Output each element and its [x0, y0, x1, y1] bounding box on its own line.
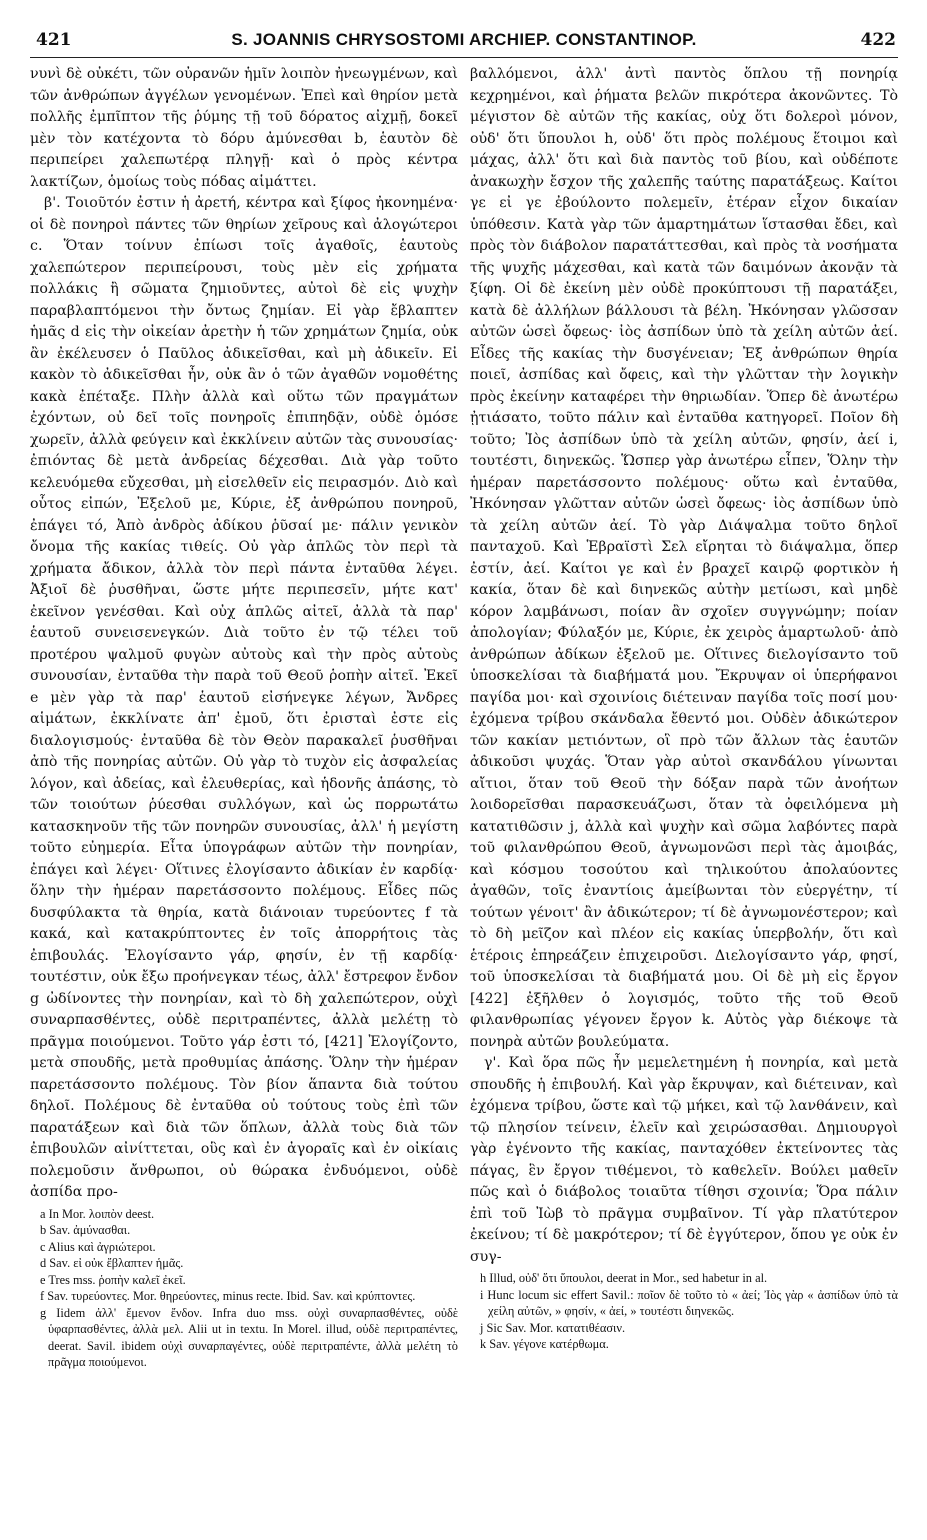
footnote-j: j Sic Sav. Mor. κατατιθέασιν. — [480, 1320, 626, 1335]
footnote-g: g Iidem ἀλλ' ἔμενον ἔνδον. Infra duo mss. οὐχὶ συναρπασθέντες, οὐδὲ ὑφαρπασθέντες, ἀλλὰ μελ. Alii ut in textu. In Morel. illud, οὐδὲ περιτραπέντες, deerat. Savil. ibidem οὐχὶ συναρπαγέντες, οὐδὲ περιτραπέντε, ἀλλὰ μελέτη τὸ πρᾶγμα ποιούμενοι. — [40, 1305, 458, 1369]
running-header — [30, 30, 898, 54]
footnote-d: d Sav. εἰ οὐκ ἔβλαπτεν ἡμᾶς. — [40, 1256, 184, 1270]
footnote-k: k Sav. γέγονε κατέρθωμα. — [480, 1337, 609, 1351]
page-number-right: 422 — [860, 30, 896, 50]
page-number-left: 421 — [36, 30, 72, 50]
footnote-e: e Tres mss. ῥοπὴν καλεῖ ἐκεῖ. — [40, 1272, 186, 1287]
right-footnotes — [470, 1270, 898, 1353]
footnote-i: i Hunc locum sic effert Savil.: ποῖον δὲ τοῦτο τὸ « ἀεί; Ἰὸς γὰρ « ἀσπίδων ὑπὸ τὰ χείλη αὐτῶν, » φησίν, « ἀεί, » τουτέστι διηνεκῶς. — [480, 1287, 898, 1318]
left-paragraph-2: β'. Τοιοῦτόν ἐστιν ἡ ἀρετή, κέντρα καὶ ξίφος ἠκονημένα· οἱ δὲ πονηροὶ πάντες τῶν θηρίων χεῖρους καὶ ἀλογώτεροι c. Ὅταν τοίνυν ἐπίωσι τοῖς ἀγαθοῖς, ἑαυτοὺς χαλεπώτερον περιπείρουσι, τοὺς μὲν εἰς χρήματα πολλάκις ἢ σῶματα ζημιοῦντες, αὐτοὶ δὲ εἰς ψυχὴν παραβλαπτόμενοι τὴν ὄντως ζημίαν. Εἰ γὰρ ἔβλαπτεν ἡμᾶς d εἰς τὴν οἰκείαν ἀρετὴν ἡ τῶν χρημάτων ζημία, οὐκ ἂν ἐκέλευσεν ὁ Παῦλος ἀδικεῖσθαι, καὶ μὴ ἀδικεῖν. Εἰ κακὸν τὸ ἀδικεῖσθαι ἦν, οὐκ ἂν ὁ τῶν ἀγαθῶν νομοθέτης κακὰ ἐπέταξε. Πλὴν ἀλλὰ καὶ οὕτω τῶν πραγμάτων ἐχόντων, οὐ δεῖ τοῖς πονηροῖς ἐπιπηδᾷν, οὐδὲ ὁμόσε χωρεῖν, ἀλλὰ φεύγειν καὶ ἐκκλίνειν αὐτῶν τὰς συνουσίας· ἐπιόντας δὲ μετὰ ἀνδρείας δέχεσθαι. Διὰ γὰρ τοῦτο κελευόμεθα εὔχεσθαι, μὴ εἰσελθεῖν εἰς πειρασμόν. Διὸ καὶ οὗτος εἰπών, Ἐξελοῦ με, Κύριε, ἐξ ἀνθρώπου πονηροῦ, ἐπάγει τό, Ἀπὸ ἀνδρὸς ἀδίκου ῥῦσαί με· πάλιν γενικὸν ὄνομα τῆς κακίας τιθείς. Οὐ γὰρ ἁπλῶς τὸν περὶ τὰ χρήματα ἄδικον, ἀλλὰ τὸν περὶ πάντα ἐνταῦθα λέγει. Ἀξιοῖ δὲ ῥυσθῆναι, ὥστε μήτε περιπεσεῖν, μήτε κατ' ἐκεῖνον γενέσθαι. Καὶ οὐχ ἁπλῶς αἰτεῖ, ἀλλὰ τὰ παρ' ἑαυτοῦ συνεισενεγκών. Διὰ τοῦτο ἐν τῷ τέλει τοῦ προτέρου ψαλμοῦ φυγὼν αὐτοὺς καὶ τὴν πρὸς αὐτοὺς συνουσίαν, ἐνταῦθα τὴν παρὰ τοῦ Θεοῦ ῥοπὴν αἰτεῖ. Ἐκεῖ e μὲν γὰρ τὰ παρ' ἑαυτοῦ εἰσήνεγκε λέγων, Ἄνδρες αἱμάτων, ἐκκλίνατε ἀπ' ἐμοῦ, ὅτι ἐρισταὶ ἐστε εἰς διαλογισμούς· ἐνταῦθα δὲ τὸν Θεὸν παρακαλεῖ ῥυσθῆναι ἀπὸ τῆς πονηρίας αὐτῶν. Οὐ γὰρ τὸ τυχὸν εἰς ἀσφαλείας λόγον, καὶ ἀδείας, καὶ ἐλευθερίας, καὶ ἡδονῆς ἁπάσης, τὸ τῶν τοιούτων ῥύεσθαι συλλόγων, καὶ ὡς πορρωτάτω κατασκηνοῦν τῆς τῶν πονηρῶν συνουσίας, ἀλλ' ἡ μεγίστη τοῦτο εὐημερία. Εἶτα ὑπογράφων αὐτῶν τὴν πονηρίαν, ἐπάγει καὶ λέγει· Οἵτινες ἐλογίσαντο ἀδικίαν ἐν καρδίᾳ· ὅλην τὴν ἡμέραν παρετάσσοντο πολέμους. Εἶδες πῶς δυσφύλακτα τὰ θηρία, κατὰ διάνοιαν τυρεύοντες f τὰ κακά, καὶ κατακρύπτοντες ἐν τοῖς ἀπορρήτοις τὰς ἐπιβουλάς. Ἐλογίσαντο γάρ, φησίν, ἐν τῇ καρδίᾳ· τουτέστιν, οὐκ ἔξω προήνεγκαν τέως, ἀλλ' ἔστρεφον ἔνδον g ὠδίνοντες τὴν πονηρίαν, καὶ τὸ δὴ χαλεπώτερον, οὐχὶ συναρπασθέντες, οὐδὲ περιτραπέντες, ἀλλὰ μελέτῃ τὸ πρᾶγμα ποιούμενοι. Τοῦτο γάρ ἐστι τό, [421] Ἐλογίζοντο, μετὰ σπουδῆς, μετὰ προθυμίας ἁπάσης. Ὅλην τὴν ἡμέραν παρετάσσοντο πολέμους. Τὸν βίον ἅπαντα διὰ τούτου δηλοῖ. Πολέμους δὲ ἐνταῦθα οὐ τούτους τοὺς ἐπὶ τῶν παρατάξεων καὶ διὰ τῶν ὅπλων, ἀλλὰ τοὺς διὰ τῶν ἐπιβουλῶν αἰνίττεται, οὓς καὶ ἐν ἀγοραῖς καὶ ἐν οἰκίαις πολεμοῦσιν ἄνθρωποι, οὐ θώρακα ἐνδυόμενοι, οὐδὲ ἀσπίδα προ- — [30, 195, 458, 1200]
header-rule — [30, 57, 898, 58]
left-paragraph-1: νυνὶ δὲ οὐκέτι, τῶν οὐρανῶν ἡμῖν λοιπὸν ἠνεωγμένων, καὶ τῶν ἀνθρώπων ἀγγέλων γενομένων. Ἐπεὶ καὶ θηρίον μετὰ πολλῆς ἐμπῖπτον τῆς ῥύμης τῇ τοῦ δόρατος αἰχμῇ, δοκεῖ μὲν τὸν κατέχοντα τὸ δόρυ ἀμύνεσθαι b, ἑαυτὸν δὲ περιπείρει χαλεπωτέρᾳ πληγῇ· καὶ ὁ πρὸς κέντρα λακτίζων, ὁμοίως τοὺς πόδας αἱμάττει. — [30, 66, 458, 190]
footnote-b: b Sav. ἀμύνασθαι. — [40, 1223, 131, 1237]
footnote-a: a In Mor. λοιπὸν deest. — [40, 1206, 155, 1221]
right-paragraph-2: γ'. Καὶ ὅρα πῶς ἦν μεμελετημένη ἡ πονηρία, καὶ μετὰ σπουδῆς ἡ ἐπιβουλή. Καὶ γὰρ ἔκρυψαν, καὶ διέτειναν, καὶ ἐχόμενα τρίβου, ὥστε καὶ τῷ μήκει, καὶ τῷ λανθάνειν, καὶ τῷ πλησίον τείνειν, ἑλεῖν καὶ χειρώσασθαι. Δημιουργοὶ γὰρ ἐγένοντο τῆς κακίας, πανταχόθεν ἐκτείνοντες τὰς πάγας, ἓν ἔργον τιθέμενοι, τὸ καθελεῖν. Βούλει μαθεῖν πῶς καὶ ὁ διάβολος τοιαῦτα τίθησι σχοινία; Ὅρα πάλιν ἐπὶ τοῦ Ἰὼβ τὸ πρᾶγμα συμβαῖνον. Τί γὰρ πλατύτερον ἐκείνου; τί δὲ μακρότερον; τί δὲ ἐγγύτερον, ὅπου γε οὐκ ἐν συγ- — [470, 1055, 898, 1265]
footnote-c: c Alius καὶ ἀγριώτεροι. — [40, 1239, 156, 1254]
running-head-title: S. JOANNIS CHRYSOSTOMI ARCHIEP. CONSTANTINOP. — [231, 30, 697, 49]
left-footnotes — [30, 1206, 458, 1371]
right-paragraph-1: βαλλόμενοι, ἀλλ' ἀντὶ παντὸς ὅπλου τῇ πονηρίᾳ κεχρημένοι, καὶ ῥήματα βελῶν πικρότερα ἀκονῶντες. Τὸ μέγιστον δὲ αὐτῶν τῆς κακίας, οὐχ ὅτι δολεροὶ μόνον, οὐδ' ὅτι ὕπουλοι h, οὐδ' ὅτι πρὸς πολέμους ἕτοιμοι καὶ μάχας, ἀλλ' ὅτι καὶ διὰ παντὸς τοῦ βίου, καὶ οὐδέποτε ἀνακωχὴν ἔσχον τῆς χαλεπῆς ταύτης παρατάξεως. Καίτοι γε εἰ γε ἐβούλοντο πολεμεῖν, ἑτέραν εἶχον δικαίαν ὑπόθεσιν. Κατὰ γὰρ τῶν ἁμαρτημάτων ἵστασθαι ἔδει, καὶ πρὸς τὸν διάβολον παρατάττεσθαι, καὶ πρὸς τὰ νοσήματα τῆς ψυχῆς μάχεσθαι, καὶ κατὰ τῶν δαιμόνων ἀκονᾷν τὰ ξίφη. Οἱ δὲ ἐκείνη μὲν οὐδὲ προκύπτουσι τῇ παρατάξει, κατὰ δὲ ἀλλήλων βάλλουσι τὰ βέλη. Ἠκόνησαν γλῶσσαν αὐτῶν ὡσεὶ ὄφεως· ἰὸς ἀσπίδων ὑπὸ τὰ χείλη αὐτῶν ἀεί. Εἶδες τῆς κακίας τὴν δυσγένειαν; Ἐξ ἀνθρώπων θηρία ποιεῖ, ἀσπίδας καὶ ὄφεις, καὶ τὴν γλῶτταν τὴν λογικὴν πρὸς ἐκείνην καταφέρει τὴν θηριωδίαν. Ὅπερ δὲ ἀνωτέρω ᾐτιάσατο, τοῦτο πάλιν καὶ ἐνταῦθα κατηγορεῖ. Ποῖον δὴ τοῦτο; Ἰὸς ἀσπίδων ὑπὸ τὰ χείλη αὐτῶν, φησίν, ἀεί i, τουτέστι, διηνεκῶς. Ὥσπερ γὰρ ἀνωτέρω εἶπεν, Ὅλην τὴν ἡμέραν παρετάσσοντο πολέμους· οὕτω καὶ ἐνταῦθα, Ἠκόνησαν γλῶτταν αὐτῶν ὡσεὶ ὄφεως· ἰὸς ἀσπίδων ὑπὸ τὰ χείλη αὐτῶν ἀεί. Τὸ γὰρ Διάψαλμα τοῦτο δηλοῖ πανταχοῦ. Καὶ Ἑβραϊστὶ Σελ εἴρηται τὸ διάψαλμα, ὅπερ ἐστίν, ἀεί. Καίτοι γε καὶ ἐν βραχεῖ καιρῷ φορτικὸν ἡ κακία, ὅταν δὲ καὶ διηνεκῶς αὐτὴν μετίωσι, καὶ μηδὲ κόρον λαμβάνωσι, ποίαν ἂν σχοῖεν συγγνώμην; ποίαν ἀπολογίαν; Φύλαξόν με, Κύριε, ἐκ χειρὸς ἁμαρτωλοῦ· ἀπὸ ἀνθρώπων ἀδίκων ἐξελοῦ με. Οἵτινες διελογίσαντο τοῦ ὑποσκελίσαι τὰ διαβήματά μου. Ἔκρυψαν οἱ ὑπερήφανοι παγίδα μοι· καὶ σχοινίοις διέτειναν παγίδα τοῖς ποσί μου· ἐχόμενα τρίβου σκάνδαλα ἔθεντό μοι. Οὐδὲν ἀδικώτερον τῶν κακίαν μετιόντων, οἳ πρὸ τῶν ἄλλων τὰς ἑαυτῶν ἀδικοῦσι ψυχάς. Ὅταν γὰρ αὐτοὶ σκανδάλου γίνωνται αἴτιοι, ὅταν τοῦ Θεοῦ τὴν δόξαν παρὰ τῶν ἀνοήτων λοιδορεῖσθαι παρασκευάζωσι, ὅταν τὰ ὀφειλόμενα μὴ κατατιθῶσιν j, ἀλλὰ καὶ ψυχὴν καὶ σῶμα λαβόντες παρὰ τοῦ φιλανθρώπου Θεοῦ, ἀγνωμονῶσι περὶ τὰς ἀμοιβάς, καὶ κόσμου τοσούτου καὶ τηλικούτου ἀπολαύοντες ἀγαθῶν, τοῖς ἐναντίοις ἀμείβωνται τὸν εὐεργέτην, τί τούτων γένοιτ' ἂν ἀδικώτερον; τί δὲ ἀγνωμονέστερον; καὶ τὸ δὴ μεῖζον καὶ πλέον εἰς κακίας ὑπερβολήν, ὅτι καὶ ἑτέροις ἐπηρεάζειν ἐπιχειροῦσι. Διελογίσαντο γάρ, φησί, τοῦ ὑποσκελίσαι τὰ διαβήματά μου. Οἱ δὲ μὴ εἰς ἔργον [422] ἐξῆλθεν ὁ λογισμός, τοῦτο τῆς τοῦ Θεοῦ φιλανθρωπίας γέγονεν ἔργον k. Αὐτὸς γὰρ διέκοψε τὰ πονηρὰ αὐτῶν βουλεύματα. — [470, 66, 898, 1050]
left-column — [30, 64, 458, 1524]
right-column — [470, 64, 898, 1524]
footnote-h: h Illud, οὐδ' ὅτι ὕπουλοι, deerat in Mor., sed habetur in al. — [480, 1271, 768, 1285]
footnote-f: f Sav. τυρεύοντες. Mor. θηρεύοντες, minus recte. Ibid. Sav. καὶ κρύπτοντες. — [40, 1289, 416, 1303]
